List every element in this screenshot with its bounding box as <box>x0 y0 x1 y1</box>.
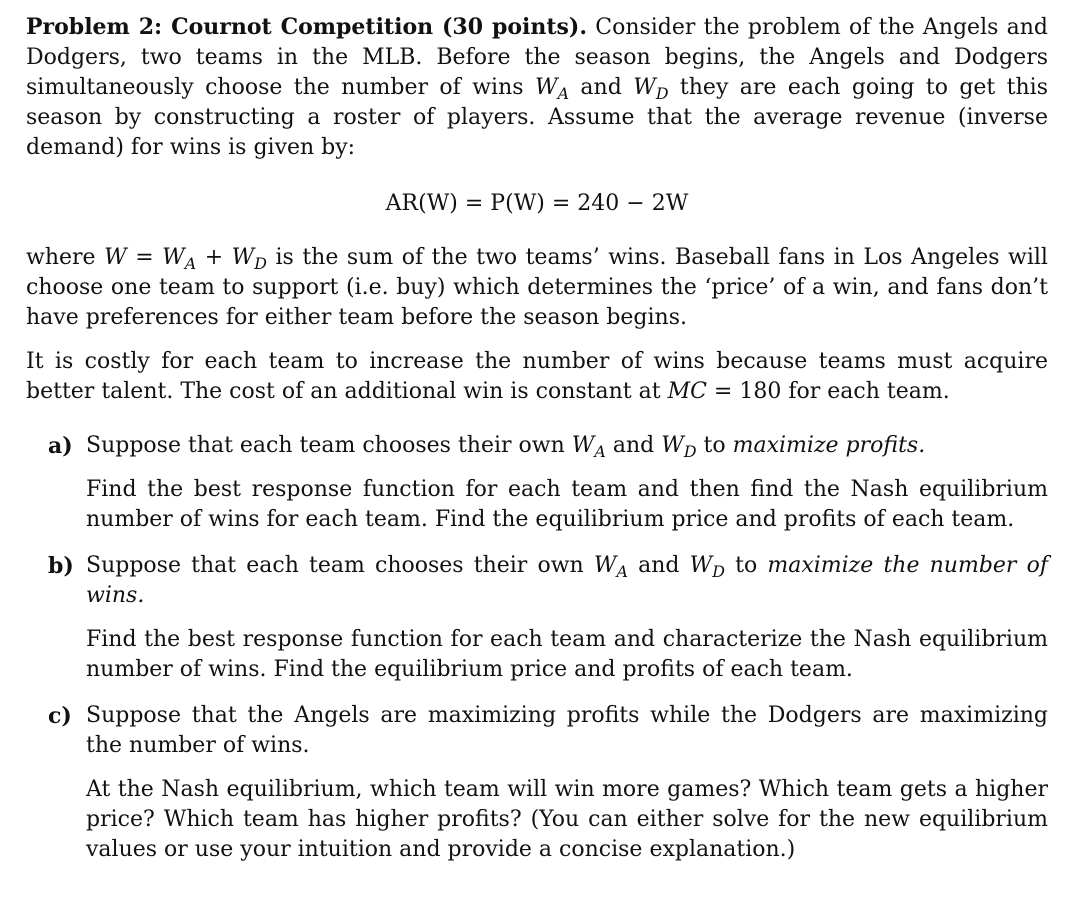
question-text: Suppose that each team chooses their own $W_A$ and $W_D$ to maximize profits. <box>86 433 926 461</box>
question-text: Suppose that the Angels are maximizing profits while the Dodgers are maximizing the number of wins. <box>86 703 1048 758</box>
question-label: c) <box>48 703 72 729</box>
question-followup: At the Nash equilibrium, which team will win more games? Which team gets a higher price? Which team has higher profits? (You can either solve for the new equilibrium values or use your intuition and provide a concise explanation.) <box>86 777 1048 862</box>
question-text: Suppose that each team chooses their own $W_A$ and $W_D$ to maximize the number of wins. <box>86 553 1048 608</box>
problem-intro: Problem 2: Cournot Competition (30 points). Consider the problem of the Angels and Dodgers, two teams in the MLB. Before the season begins, the Angels and Dodgers simultaneously choose the number of wins $W_A$ and $W_D$ they are each going to get this season by constructing a roster of players. Assume that the average revenue (inverse demand) for wins is given by: <box>26 14 1049 160</box>
question-b <box>26 551 1048 685</box>
where-paragraph: where $W = W_A + W_D$ is the sum of the two teams’ wins. Baseball fans in Los Angeles will choose one team to support (i.e. buy) which determines the ‘price’ of a win, and fans don’t have preferences for either team before the season begins. <box>26 245 1048 330</box>
problem-title: Problem 2: Cournot Competition (30 points). <box>26 14 587 40</box>
demand-equation: AR(W) = P(W) = 240 − 2W <box>385 191 689 216</box>
question-label: b) <box>48 553 74 579</box>
question-followup: Find the best response function for each team and characterize the Nash equilibrium number of wins. Find the equilibrium price and profits of each team. <box>86 627 1048 682</box>
question-a <box>26 431 1048 535</box>
question-list <box>26 431 1048 865</box>
question-c <box>26 701 1048 865</box>
question-label: a) <box>48 433 73 459</box>
question-followup: Find the best response function for each team and then find the Nash equilibrium number of wins for each team. Find the equilibrium price and profits of each team. <box>86 477 1048 532</box>
cost-paragraph: It is costly for each team to increase the number of wins because teams must acquire better talent. The cost of an additional win is constant at MC = 180 for each team. <box>26 349 1048 404</box>
